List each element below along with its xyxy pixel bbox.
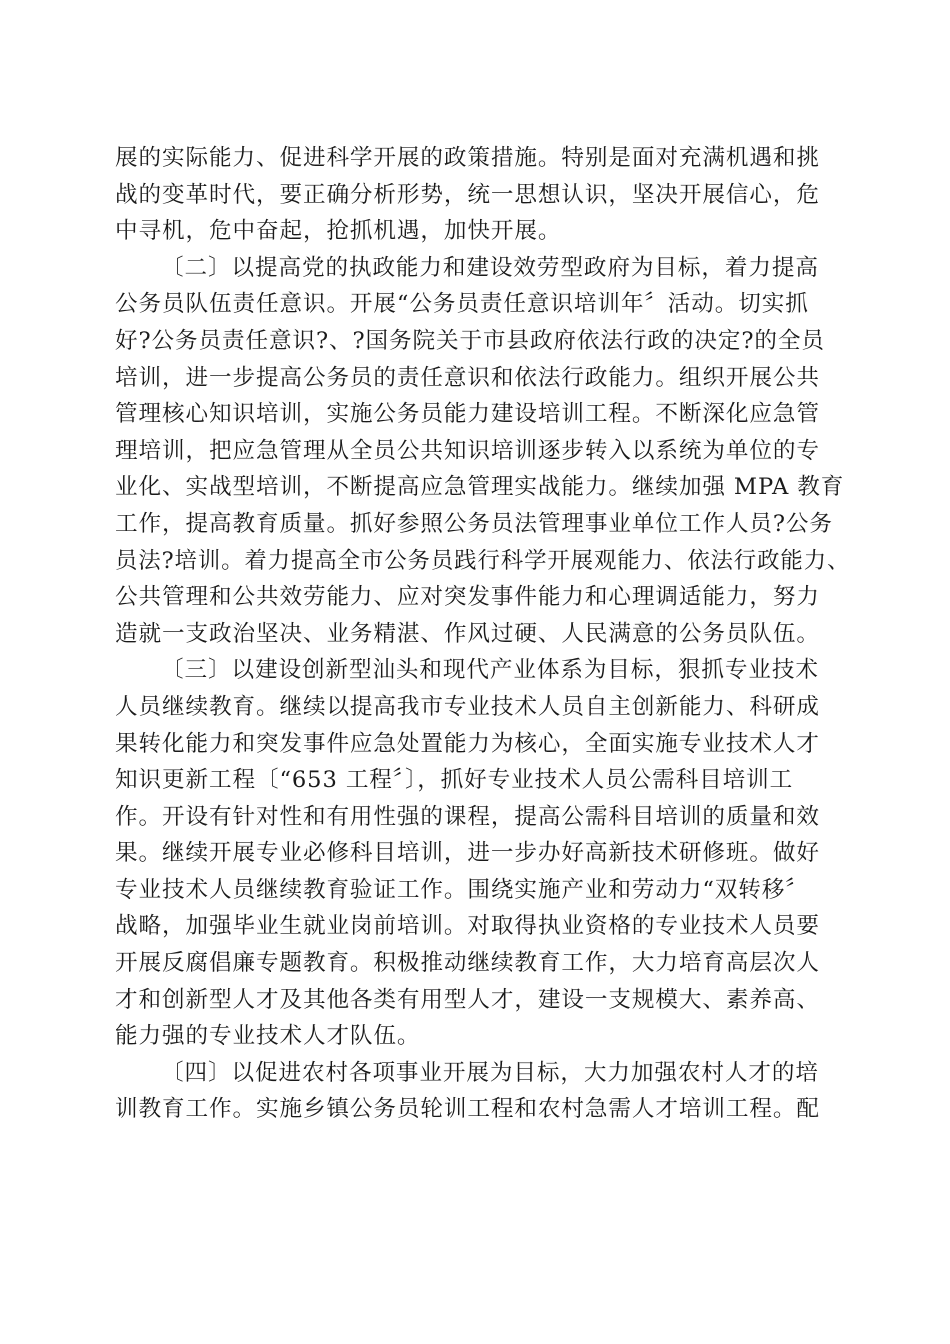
text-line: 造就一支政治坚决、业务精湛、作风过硬、人民满意的公务员队伍。 [115,620,820,647]
text-line: 人员继续教育。继续以提高我市专业技术人员自主创新能力、科研成 [115,693,820,720]
text-line: 战略，加强毕业生就业岗前培训。对取得执业资格的专业技术人员要 [115,913,820,940]
text-line: 果转化能力和突发事件应急处置能力为核心，全面实施专业技术人才 [115,730,820,757]
text-line: 才和创新型人才及其他各类有用型人才，建设一支规模大、素养高、 [115,986,820,1013]
paragraph-heading-line: 〔四〕以促进农村各项事业开展为目标，大力加强农村人才的培 [161,1059,819,1086]
text-line: 展的实际能力、促进科学开展的政策措施。特别是面对充满机遇和挑 [115,145,820,171]
text-line: 业化、实战型培训，不断提高应急管理实战能力。继续加强 MPA 教育 [115,474,845,501]
text-line: 作。开设有针对性和有用性强的课程，提高公需科目培训的质量和效 [115,803,820,830]
text-line: 公共管理和公共效劳能力、应对突发事件能力和心理调适能力，努力 [115,584,820,611]
document-body [115,140,850,1128]
text-line: 战的变革时代，要正确分析形势，统一思想认识，坚决开展信心，危 [115,181,820,208]
text-line: 培训，进一步提高公务员的责任意识和依法行政能力。组织开展公共 [115,364,820,391]
text-line: 工作，提高教育质量。抓好参照公务员法管理事业单位工作人员?公务 [115,510,833,537]
text-line: 专业技术人员继续教育验证工作。围绕实施产业和劳动力“双转移〞 [115,876,809,903]
text-line: 管理核心知识培训，实施公务员能力建设培训工程。不断深化应急管 [115,401,820,428]
text-line: 中寻机，危中奋起，抢抓机遇，加快开展。 [115,218,562,245]
text-line: 好?公务员责任意识?、?国务院关于市县政府依法行政的决定?的全员 [115,327,825,354]
paragraph-heading-line: 〔三〕以建设创新型汕头和现代产业体系为目标，狠抓专业技术 [161,657,819,684]
text-line: 知识更新工程〔“653 工程〞〕，抓好专业技术人员公需科目培训工 [115,767,794,794]
text-line: 训教育工作。实施乡镇公务员轮训工程和农村急需人才培训工程。配 [115,1096,820,1123]
text-line: 能力强的专业技术人才队伍。 [115,1023,421,1050]
text-line: 果。继续开展专业必修科目培训，进一步办好高新技术研修班。做好 [115,840,820,867]
paragraph-heading-line: 〔二〕以提高党的执政能力和建设效劳型政府为目标，着力提高 [161,254,819,281]
text-line: 理培训，把应急管理从全员公共知识培训逐步转入以系统为单位的专 [115,437,820,464]
text-line: 员法?培训。着力提高全市公务员践行科学开展观能力、依法行政能力、 [115,547,851,574]
text-line: 公务员队伍责任意识。开展“公务员责任意识培训年〞活动。切实抓 [115,291,809,318]
text-line: 开展反腐倡廉专题教育。积极推动继续教育工作，大力培育高层次人 [115,950,820,977]
